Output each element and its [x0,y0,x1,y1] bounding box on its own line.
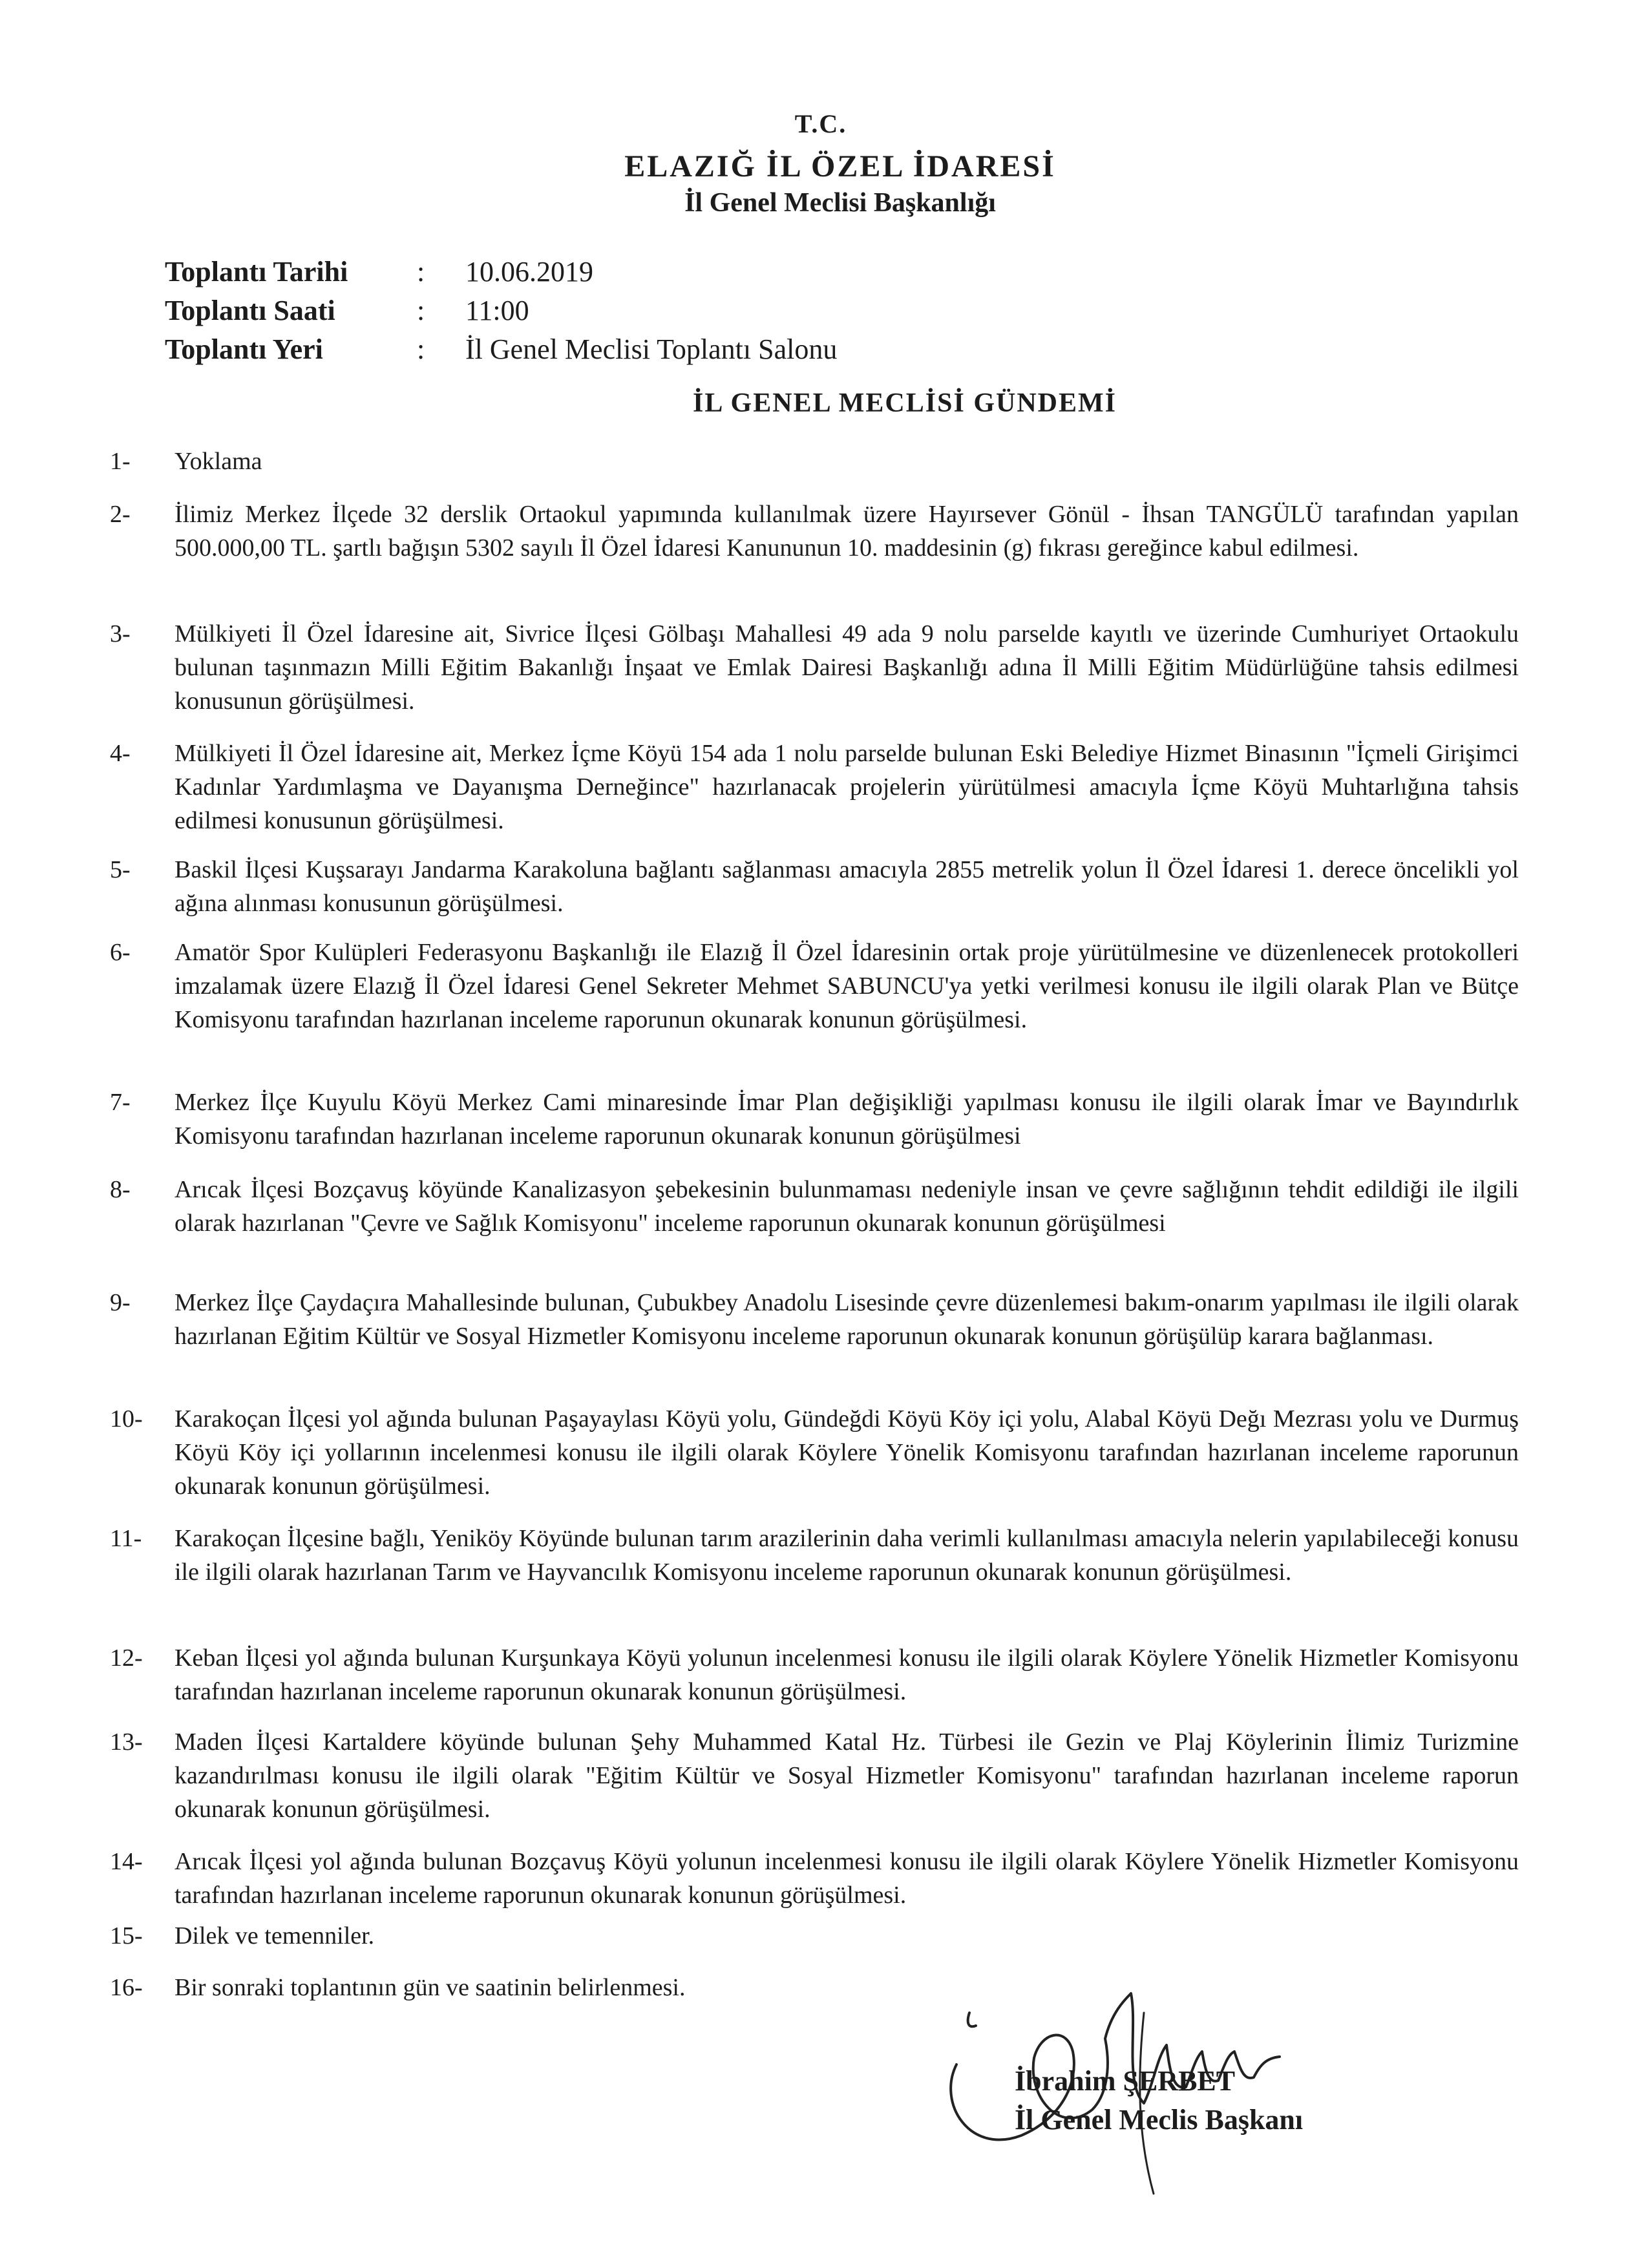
agenda-item-number: 9- [110,1289,131,1316]
agenda-item-number: 8- [110,1176,131,1203]
meeting-place-separator: : [417,333,425,365]
agenda-item-number: 4- [110,740,131,767]
agenda-item-text: Karakoçan İlçesine bağlı, Yeniköy Köyünde bulunan tarım arazilerinin daha verimli kullanılması amacıyla nelerin yapılabileceği konusu ile ilgili olarak hazırlanan Tarım ve Hayvancılık Komisyonu inceleme raporunun okunarak konunun görüşülmesi. [174,1525,1519,1586]
agenda-item-text: Maden İlçesi Kartaldere köyünde bulunan Şehy Muhammed Katal Hz. Türbesi ile Gezin ve Plaj Köylerinin İlimiz Turizmine kazandırılması konusu ile ilgili olarak "Eğitim Kültür ve Sosyal Hizmetler Komisyonu" tarafından hazırlanan inceleme raporun okunarak konunun görüşülmesi. [174,1728,1519,1823]
agenda-item-text: Mülkiyeti İl Özel İdaresine ait, Sivrice İlçesi Gölbaşı Mahallesi 49 ada 9 nolu parselde kayıtlı ve üzerinde Cumhuriyet Ortaokulu bulunan taşınmazın Milli Eğitim Bakanlığı İnşaat ve Emlak Dairesi Başkanlığı adına İl Milli Eğitim Müdürlüğüne tahsis edilmesi konusunun görüşülmesi. [174,620,1519,715]
agenda-item-text: Amatör Spor Kulüpleri Federasyonu Başkanlığı ile Elazığ İl Özel İdaresinin ortak proje yürütülmesine ve düzenlenecek protokolleri imzalamak üzere Elazığ İl Özel İdaresi Genel Sekreter Mehmet SABUNCU'ya yetki verilmesi konusu ile ilgili olarak Plan ve Bütçe Komisyonu tarafından hazırlanan inceleme raporunun okunarak konunun görüşülmesi. [174,939,1519,1033]
agenda-item-number: 13- [110,1728,143,1756]
header-office: İl Genel Meclisi Başkanlığı [684,188,996,218]
agenda-item-text: Arıcak İlçesi Bozçavuş köyünde Kanalizasyon şebekesinin bulunmaması nedeniyle insan ve çevre sağlığının tehdit edildiği ile ilgili olarak hazırlanan "Çevre ve Sağlık Komisyonu" inceleme raporunun okunarak konunun görüşülmesi [174,1176,1519,1237]
agenda-item-text: İlimiz Merkez İlçede 32 derslik Ortaokul yapımında kullanılmak üzere Hayırsever Gönül - İhsan TANGÜLÜ tarafından yapılan 500.000,00 TL. şartlı bağışın 5302 sayılı İl Özel İdaresi Kanununun 10. maddesinin (g) fıkrası gereğince kabul edilmesi. [174,501,1519,562]
agenda-item-text: Keban İlçesi yol ağında bulunan Kurşunkaya Köyü yolunun incelenmesi konusu ile ilgili olarak Köylere Yönelik Hizmetler Komisyonu tarafından hazırlanan inceleme raporunun okunarak konunun görüşülmesi. [174,1644,1519,1705]
agenda-item-text: Yoklama [174,448,262,475]
meeting-date-value: 10.06.2019 [465,256,593,288]
agenda-item-number: 3- [110,620,131,647]
agenda-item-number: 15- [110,1922,143,1949]
agenda-item-text: Dilek ve temenniler. [174,1922,375,1949]
agenda-item-number: 14- [110,1848,143,1875]
agenda-item-text: Baskil İlçesi Kuşsarayı Jandarma Karakoluna bağlantı sağlanması amacıyla 2855 metrelik yolun İl Özel İdaresi 1. derece öncelikli yol ağına alınması konusunun görüşülmesi. [174,856,1519,917]
meeting-time-value: 11:00 [465,295,529,326]
meeting-date-label: Toplantı Tarihi [165,256,348,288]
agenda-title: İL GENEL MECLİSİ GÜNDEMİ [693,388,1117,418]
meeting-place-value: İl Genel Meclisi Toplantı Salonu [465,333,838,365]
agenda-item-text: Arıcak İlçesi yol ağında bulunan Bozçavuş Köyü yolunun incelenmesi konusu ile ilgili olarak Köylere Yönelik Hizmetler Komisyonu tarafından hazırlanan inceleme raporunun okunarak konunun görüşülmesi. [174,1848,1519,1909]
header-institution: ELAZIĞ İL ÖZEL İDARESİ [624,149,1056,184]
agenda-item-number: 7- [110,1089,131,1116]
agenda-item-text: Bir sonraki toplantının gün ve saatinin belirlenmesi. [174,1974,686,2001]
agenda-item-number: 16- [110,1974,143,2001]
agenda-item-number: 6- [110,939,131,966]
agenda-item-number: 11- [110,1525,142,1552]
meeting-date-separator: : [417,256,425,288]
agenda-item-text: Merkez İlçe Kuyulu Köyü Merkez Cami minaresinde İmar Plan değişikliği yapılması konusu ile ilgili olarak İmar ve Bayındırlık Komisyonu tarafından hazırlanan inceleme raporunun okunarak konunun görüşülmesi [174,1089,1519,1150]
agenda-item-number: 2- [110,501,131,528]
signatory-title: İl Genel Meclis Başkanı [1015,2104,1304,2136]
agenda-item-number: 12- [110,1644,143,1672]
meeting-place-label: Toplantı Yeri [165,333,323,365]
agenda-item-text: Merkez İlçe Çaydaçıra Mahallesinde bulunan, Çubukbey Anadolu Lisesinde çevre düzenlemesi bakım-onarım yapılması ile ilgili olarak hazırlanan Eğitim Kültür ve Sosyal Hizmetler Komisyonu inceleme raporunun okunarak konunun görüşülüp karara bağlanması. [174,1289,1519,1350]
header-country: T.C. [794,109,847,138]
agenda-item-text: Karakoçan İlçesi yol ağında bulunan Paşayaylası Köyü yolu, Gündeğdi Köyü Köy içi yolu, Alabal Köyü Değı Mezrası yolu ve Durmuş Köyü Köy içi yollarının incelenmesi konusu ile ilgili olarak Köylere Yönelik Komisyonu tarafından hazırlanan inceleme raporunun okunarak konunun görüşülmesi. [174,1405,1519,1500]
agenda-item-number: 1- [110,448,131,475]
agenda-item-text: Mülkiyeti İl Özel İdaresine ait, Merkez İçme Köyü 154 ada 1 nolu parselde bulunan Eski Belediye Hizmet Binasının "İçmeli Girişimci Kadınlar Yardımlaşma ve Dayanışma Derneğince" hazırlanacak projelerin yürütülmesi amacıyla İçme Köyü Muhtarlığına tahsis edilmesi konusunun görüşülmesi. [174,740,1519,834]
agenda-item-number: 10- [110,1405,143,1433]
meeting-time-label: Toplantı Saati [165,295,335,326]
meeting-time-separator: : [417,295,425,326]
signatory-name: İbrahim ŞERBET [1015,2065,1236,2097]
agenda-item-number: 5- [110,856,131,883]
